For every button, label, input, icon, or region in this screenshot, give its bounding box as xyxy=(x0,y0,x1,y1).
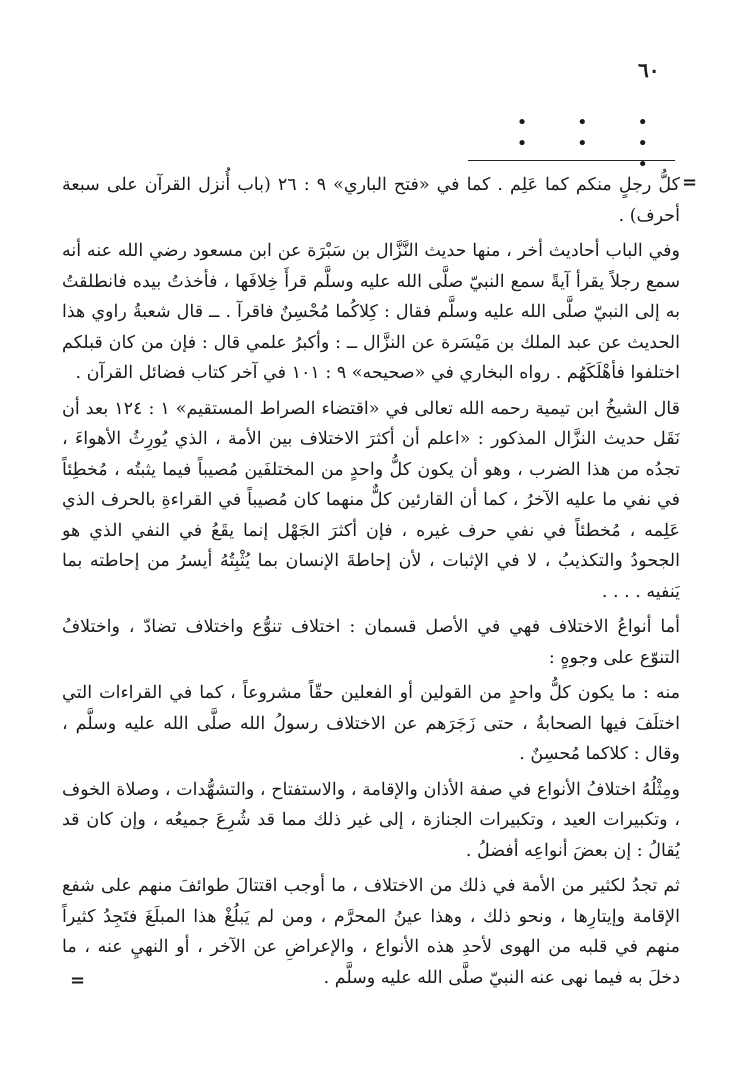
paragraph-5: منه : ما يكون كلُّ واحدٍ من القولين أو الفعلين حقّاً مشروعاً ، كما في القراءات التي اختلَفَ فيها الصحابةُ ، حتى زَجَرَهم عن الاختلاف رسولُ الله صلَّى الله عليه وسلَّم ، وقال : كلاكما مُحسِنٌ . xyxy=(62,683,680,764)
page-body xyxy=(62,170,680,993)
paragraph-6: ومِثْلُهُ اختلافُ الأنواع في صفة الأذان والإقامة ، والاستفتاح ، والتشهُّدات ، وصلاة الخوف ، وتكبيرات العيد ، وتكبيرات الجنازة ، إلى غير ذلك مما قد شُرِعَ جميعُه ، وإن كان قد يُقالُ : إن بعضَ أنواعِه أفضلُ . xyxy=(62,779,680,861)
paragraph-4: أما أنواعُ الاختلاف فهي في الأصل قسمان : اختلاف تنوُّع واختلاف تضادّ ، واختلافُ التنوّع على وجوهٍ : xyxy=(62,617,680,668)
paragraph-1: كلُّ رجلٍ منكم كما عَلِم . كما في «فتح الباري» ٩ : ٢٦ (باب أُنزل القرآن على سبعة أحرف) . xyxy=(62,175,681,226)
footnote-rule xyxy=(468,160,675,161)
paragraph-7: ثم تجدُ لكثير من الأمة في ذلك من الاختلاف ، ما أوجب اقتتالَ طوائفَ منهم على شفع الإقامة وإيتارِها ، ونحو ذلك ، وهذا عينُ المحرَّم ، ومن لم يَبلُغْ هذا المبلَغَ فتَجِدُ كثيراً منهم في قلبه من الهوى لأحدِ هذه الأنواع ، والإعراضِ عن الآخر ، أو النهيِ عنه ، ما دخلَ به فيما نهى عنه النبيّ صلَّى الله عليه وسلَّم . xyxy=(62,876,680,988)
continuation-mark-top: = xyxy=(682,172,698,193)
paragraph-3: قال الشيخُ ابن تيمية رحمه الله تعالى في «اقتضاء الصراط المستقيم» ١ : ١٢٤ بعد أن نَقَل حديث النزَّال المذكور : «اعلم أن أكثرَ الاختلاف بين الأمة ، الذي يُورِثُ الأهواءَ ، تجدُه من هذا الضرب ، وهو أن يكون كلُّ واحدٍ من المختلفَين مُصيباً فيما يثبتُه ، مُخطِئاً في نفي ما عليه الآخرُ ، كما أن القارئين كلٌّ منهما كان مُصيباً في القراءةِ بالحرف الذي عَلِمه ، مُخطئاً في نفي حرف غيره ، فإن أكثرَ الجَهْل إنما يقَعُ في النفي الذي هو الجحودُ والتكذيبُ ، لا في الإثبات ، لأن إحاطةَ الإنسان بما يُثْبِتُهُ أيسرُ من إحاطته بما يَنفيه . . . . xyxy=(62,398,680,602)
continuation-mark-bottom: = xyxy=(70,970,86,991)
page-number: ٦٠ xyxy=(638,58,660,82)
ornament-dots: • • • • • • • xyxy=(516,112,670,175)
paragraph-2: وفي الباب أحاديث أخر ، منها حديث النَّزَّال بن سَبْرَة عن ابن مسعود رضي الله عنه أنه سمع رجلاً يقرأ آيةً سمع النبيّ صلَّى الله عليه وسلَّم قرأَ خِلافَها ، فأخذتُ بيده فانطلقتُ به إلى النبيّ صلَّى الله عليه وسلَّم فقال : كِلاكُما مُحْسِنٌ فاقرآ . ــ قال شعبةُ راوي هذا الحديث عن عبد الملك بن مَيْسَرة عن النزَّال ــ : وأكبرُ علمي قال : فإن من كان قبلكم اختلفوا فأهْلَكَهُم . رواه البخاري في «صحيحه» ٩ : ١٠١ في آخر كتاب فضائل القرآن . xyxy=(62,241,680,383)
